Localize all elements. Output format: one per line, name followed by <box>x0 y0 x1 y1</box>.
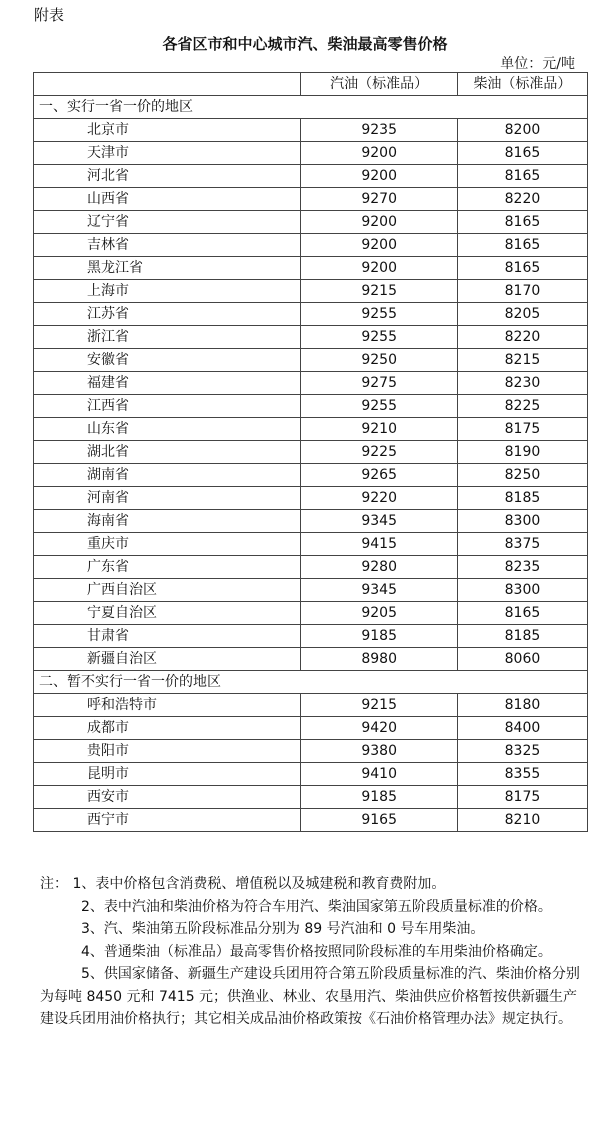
table-row <box>34 510 588 533</box>
region-name-cell: 湖南省 <box>34 464 301 487</box>
note-4: 4、普通柴油（标准品）最高零售价格按照同阶段标准的车用柴油价格确定。 <box>81 943 552 960</box>
note-3: 3、汽、柴油第五阶段标准品分别为 89 号汽油和 0 号车用柴油。 <box>81 921 485 937</box>
header-diesel: 柴油（标准品） <box>457 73 587 96</box>
table-row <box>34 303 588 326</box>
diesel-price-cell: 8165 <box>457 602 587 625</box>
gasoline-price-cell: 9165 <box>301 809 457 832</box>
region-name-cell: 海南省 <box>34 510 301 533</box>
diesel-price-cell: 8185 <box>457 625 587 648</box>
note-2: 2、表中汽油和柴油价格为符合车用汽、柴油国家第五阶段质量标准的价格。 <box>81 898 552 915</box>
diesel-price-cell: 8165 <box>457 211 587 234</box>
table-row <box>34 257 588 280</box>
region-name-cell: 山西省 <box>34 188 301 211</box>
diesel-price-cell: 8225 <box>457 395 587 418</box>
table-row <box>34 395 588 418</box>
region-name-cell: 河北省 <box>34 165 301 188</box>
diesel-price-cell: 8355 <box>457 763 587 786</box>
gasoline-price-cell: 9200 <box>301 211 457 234</box>
region-name-cell: 昆明市 <box>34 763 301 786</box>
table-row <box>34 602 588 625</box>
table-row <box>34 556 588 579</box>
gasoline-price-cell: 9235 <box>301 119 457 142</box>
region-name-cell: 浙江省 <box>34 326 301 349</box>
table-row <box>34 326 588 349</box>
diesel-price-cell: 8060 <box>457 648 587 671</box>
gasoline-price-cell: 9200 <box>301 234 457 257</box>
diesel-price-cell: 8175 <box>457 786 587 809</box>
table-row <box>34 487 588 510</box>
table-row <box>34 763 588 786</box>
region-name-cell: 黑龙江省 <box>34 257 301 280</box>
table-row <box>34 464 588 487</box>
table-row <box>34 119 588 142</box>
diesel-price-cell: 8220 <box>457 188 587 211</box>
region-name-cell: 安徽省 <box>34 349 301 372</box>
attachment-label: 附表 <box>34 6 65 24</box>
region-name-cell: 湖北省 <box>34 441 301 464</box>
gasoline-price-cell: 9255 <box>301 326 457 349</box>
gasoline-price-cell: 9255 <box>301 395 457 418</box>
diesel-price-cell: 8190 <box>457 441 587 464</box>
table-row <box>34 441 588 464</box>
gasoline-price-cell: 9415 <box>301 533 457 556</box>
section-row <box>34 96 588 119</box>
region-name-cell: 成都市 <box>34 717 301 740</box>
table-row <box>34 694 588 717</box>
gasoline-price-cell: 9420 <box>301 717 457 740</box>
diesel-price-cell: 8165 <box>457 234 587 257</box>
gasoline-price-cell: 9200 <box>301 257 457 280</box>
region-name-cell: 天津市 <box>34 142 301 165</box>
region-name-cell: 山东省 <box>34 418 301 441</box>
table-row <box>34 349 588 372</box>
gasoline-price-cell: 9205 <box>301 602 457 625</box>
note-1: 注： 1、表中价格包含消费税、增值税以及城建税和教育费附加。 <box>40 876 446 892</box>
diesel-price-cell: 8165 <box>457 257 587 280</box>
region-name-cell: 河南省 <box>34 487 301 510</box>
region-name-cell: 江西省 <box>34 395 301 418</box>
table-row <box>34 648 588 671</box>
diesel-price-cell: 8250 <box>457 464 587 487</box>
table-row <box>34 579 588 602</box>
region-name-cell: 甘肃省 <box>34 625 301 648</box>
region-name-cell: 重庆市 <box>34 533 301 556</box>
region-name-cell: 贵阳市 <box>34 740 301 763</box>
gasoline-price-cell: 9210 <box>301 418 457 441</box>
gasoline-price-cell: 9270 <box>301 188 457 211</box>
region-name-cell: 广东省 <box>34 556 301 579</box>
region-name-cell: 福建省 <box>34 372 301 395</box>
table-row <box>34 717 588 740</box>
gasoline-price-cell: 9345 <box>301 510 457 533</box>
table-row <box>34 809 588 832</box>
gasoline-price-cell: 9220 <box>301 487 457 510</box>
diesel-price-cell: 8185 <box>457 487 587 510</box>
document-title: 各省区市和中心城市汽、柴油最高零售价格 <box>162 35 448 53</box>
diesel-price-cell: 8180 <box>457 694 587 717</box>
gasoline-price-cell: 9265 <box>301 464 457 487</box>
diesel-price-cell: 8200 <box>457 119 587 142</box>
table-row <box>34 533 588 556</box>
table-row <box>34 280 588 303</box>
table-row <box>34 165 588 188</box>
gasoline-price-cell: 9345 <box>301 579 457 602</box>
table-row <box>34 372 588 395</box>
gasoline-price-cell: 9215 <box>301 280 457 303</box>
region-name-cell: 呼和浩特市 <box>34 694 301 717</box>
region-name-cell: 宁夏自治区 <box>34 602 301 625</box>
region-name-cell: 广西自治区 <box>34 579 301 602</box>
gasoline-price-cell: 9200 <box>301 142 457 165</box>
gasoline-price-cell: 9185 <box>301 786 457 809</box>
region-name-cell: 西安市 <box>34 786 301 809</box>
header-blank-cell <box>34 73 301 96</box>
gasoline-price-cell: 9200 <box>301 165 457 188</box>
gasoline-price-cell: 9275 <box>301 372 457 395</box>
region-name-cell: 辽宁省 <box>34 211 301 234</box>
gasoline-price-cell: 9410 <box>301 763 457 786</box>
diesel-price-cell: 8205 <box>457 303 587 326</box>
diesel-price-cell: 8220 <box>457 326 587 349</box>
diesel-price-cell: 8215 <box>457 349 587 372</box>
unit-label: 单位：元/吨 <box>500 56 575 72</box>
section-title: 二、暂不实行一省一价的地区 <box>34 671 588 694</box>
gasoline-price-cell: 9225 <box>301 441 457 464</box>
notes-block <box>40 873 588 1031</box>
table-row <box>34 418 588 441</box>
gasoline-price-cell: 9255 <box>301 303 457 326</box>
section-title: 一、实行一省一价的地区 <box>34 96 588 119</box>
diesel-price-cell: 8300 <box>457 510 587 533</box>
gasoline-price-cell: 9185 <box>301 625 457 648</box>
diesel-price-cell: 8375 <box>457 533 587 556</box>
gasoline-price-cell: 9380 <box>301 740 457 763</box>
region-name-cell: 江苏省 <box>34 303 301 326</box>
region-name-cell: 新疆自治区 <box>34 648 301 671</box>
section-row <box>34 671 588 694</box>
gasoline-price-cell: 9215 <box>301 694 457 717</box>
gasoline-price-cell: 8980 <box>301 648 457 671</box>
region-name-cell: 北京市 <box>34 119 301 142</box>
gasoline-price-cell: 9250 <box>301 349 457 372</box>
note-5: 5、供国家储备、新疆生产建设兵团用符合第五阶段质量标准的汽、柴油价格分别为每吨 8450 元和 7415 元；供渔业、林业、农垦用汽、柴油供应价格暂按供新疆生产建设兵团用油价格执行；其它相关成品油价格政策按《石油价格管理办法》规定执行。 <box>40 966 580 1027</box>
table-row <box>34 211 588 234</box>
table-row <box>34 188 588 211</box>
gasoline-price-cell: 9280 <box>301 556 457 579</box>
diesel-price-cell: 8165 <box>457 142 587 165</box>
diesel-price-cell: 8235 <box>457 556 587 579</box>
diesel-price-cell: 8230 <box>457 372 587 395</box>
table-row <box>34 786 588 809</box>
diesel-price-cell: 8170 <box>457 280 587 303</box>
table-header-row <box>34 73 588 96</box>
price-table <box>33 72 588 832</box>
diesel-price-cell: 8300 <box>457 579 587 602</box>
diesel-price-cell: 8175 <box>457 418 587 441</box>
header-gasoline: 汽油（标准品） <box>301 73 457 96</box>
table-row <box>34 740 588 763</box>
diesel-price-cell: 8210 <box>457 809 587 832</box>
region-name-cell: 吉林省 <box>34 234 301 257</box>
table-row <box>34 625 588 648</box>
region-name-cell: 西宁市 <box>34 809 301 832</box>
table-row <box>34 142 588 165</box>
diesel-price-cell: 8325 <box>457 740 587 763</box>
diesel-price-cell: 8400 <box>457 717 587 740</box>
diesel-price-cell: 8165 <box>457 165 587 188</box>
region-name-cell: 上海市 <box>34 280 301 303</box>
table-row <box>34 234 588 257</box>
